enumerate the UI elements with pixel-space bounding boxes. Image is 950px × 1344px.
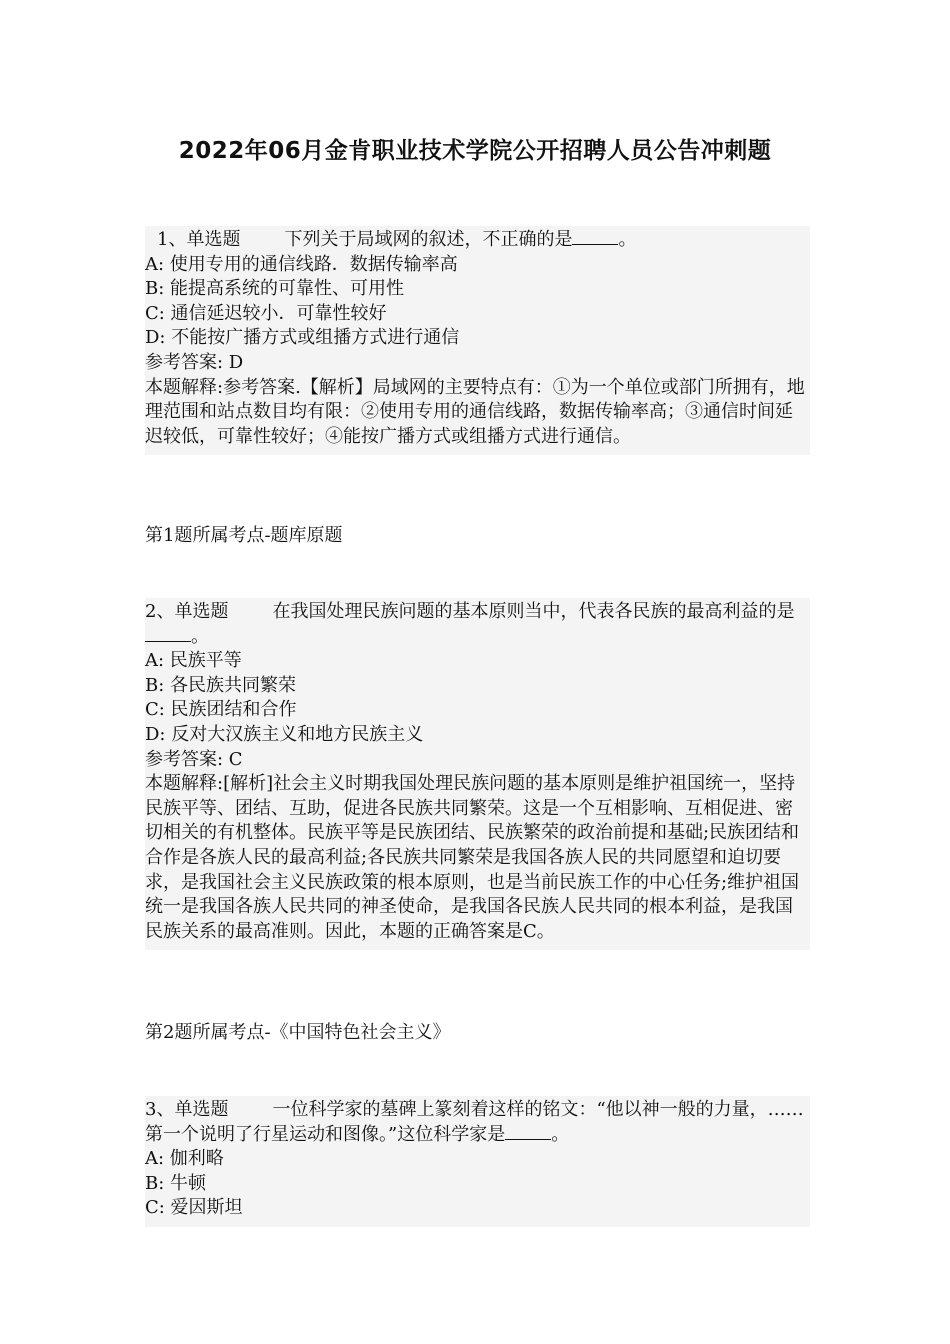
question-number: 1、单选题 (157, 229, 241, 250)
option-b: B: 能提高系统的可靠性、可用性 (145, 278, 405, 300)
option-a: A: 使用专用的通信线路．数据传输率高 (145, 253, 458, 275)
question-stem: 3、单选题 一位科学家的墓碑上篆刻着这样的铭文：“他以神一般的力量，……第一个说明了行星运动和图像。”这位科学家是 。 (145, 1099, 804, 1145)
question-text: 下列关于局域网的叙述，不正确的是 (284, 229, 573, 250)
answer-blank (572, 228, 618, 245)
question-block-3 (145, 1096, 810, 1227)
option-c: C: 通信延迟较小．可靠性较好 (145, 302, 387, 324)
question-text: 在我国处理民族问题的基本原则当中，代表各民族的最高利益的是 (272, 601, 795, 622)
question-stem: 2、单选题 在我国处理民族问题的基本原则当中，代表各民族的最高利益的是。 (145, 601, 795, 647)
question-text: 一位科学家的墓碑上篆刻着这样的铭文：“他以神一般的力量，……第一个说明了行星运动和图像。”这位科学家是 (145, 1099, 804, 1145)
reference-answer: 参考答案: D (145, 351, 244, 373)
option-c: C: 民族团结和合作 (145, 699, 297, 721)
answer-blank (505, 1123, 551, 1140)
question-number: 2、单选题 (145, 601, 229, 622)
question-number: 3、单选题 (145, 1099, 229, 1120)
explanation: 本题解释:参考答案.【解析】局域网的主要特点有：①为一个单位或部门所拥有，地理范围和站点数目均有限：②使用专用的通信线路，数据传输率高；③通信时间延迟较低，可靠性较好；④能按广播方式或组播方式进行通信。 (145, 376, 805, 447)
topic-label-1: 第1题所属考点-题库原题 (145, 525, 343, 546)
explanation: 本题解释:[解析]社会主义时期我国处理民族问题的基本原则是维护祖国统一，坚持民族平等、团结、互助，促进各民族共同繁荣。这是一个互相影响、互相促进、密切相关的有机整体。民族平等是民族团结、民族繁荣的政治前提和基础;民族团结和合作是各族人民的最高利益;各民族共同繁荣是我国各族人民的共同愿望和迫切要求，是我国社会主义民族政策的根本原则，也是当前民族工作的中心任务;维护祖国统一是我国各族人民共同的神圣使命，是我国各民族人民共同的根本利益，是我国民族关系的最高准则。因此，本题的正确答案是C。 (145, 773, 800, 942)
question-block-1 (145, 226, 810, 455)
question-stem: 1、单选题 下列关于局域网的叙述，不正确的是 。 (157, 229, 637, 250)
reference-answer: 参考答案: C (145, 748, 243, 770)
option-b: B: 牛顿 (145, 1172, 207, 1194)
option-a: A: 民族平等 (145, 650, 242, 672)
option-c: C: 爱因斯坦 (145, 1197, 243, 1219)
topic-label-2: 第2题所属考点-《中国特色社会主义》 (145, 1022, 451, 1043)
option-a: A: 伽利略 (145, 1148, 224, 1170)
question-block-2 (145, 598, 810, 950)
option-d: D: 不能按广播方式或组播方式进行通信 (145, 327, 460, 349)
option-d: D: 反对大汉族主义和地方民族主义 (145, 723, 424, 745)
option-b: B: 各民族共同繁荣 (145, 674, 297, 696)
answer-blank (145, 625, 191, 642)
document-title: 2022年06月金肯职业技术学院公开招聘人员公告冲刺题 (178, 138, 772, 164)
